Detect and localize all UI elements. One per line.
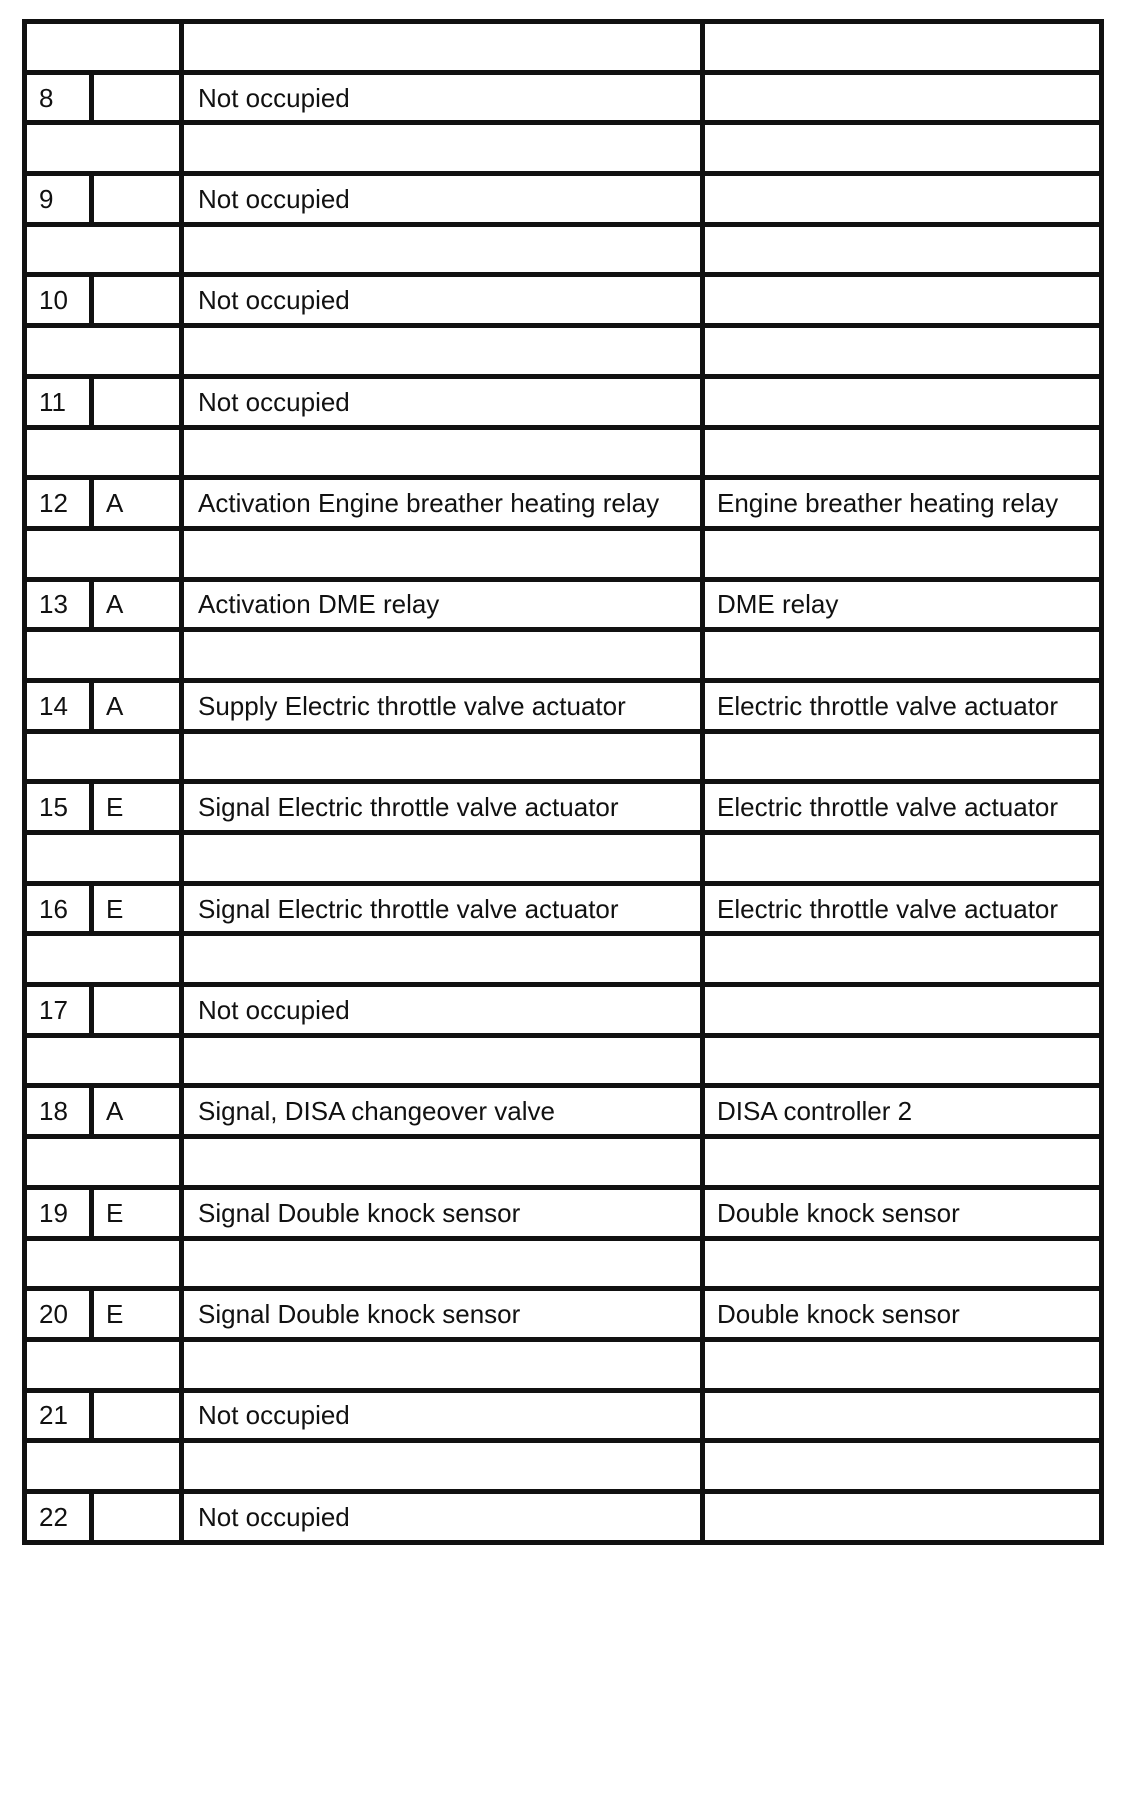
description-cell: Signal Double knock sensor — [182, 1187, 703, 1238]
component-cell: Electric throttle valve actuator — [703, 782, 1102, 833]
spacer-cell — [703, 1238, 1102, 1289]
spacer-row — [25, 934, 1102, 985]
spacer-cell — [25, 427, 182, 478]
spacer-cell — [25, 1441, 182, 1492]
signal-type-cell — [92, 72, 182, 123]
description-cell: Supply Electric throttle valve actuator — [182, 680, 703, 731]
pin-cell: 11 — [25, 376, 92, 427]
spacer-cell — [703, 22, 1102, 73]
component-cell: DME relay — [703, 579, 1102, 630]
spacer-cell — [703, 1441, 1102, 1492]
signal-type-cell: A — [92, 478, 182, 529]
component-cell — [703, 1390, 1102, 1441]
description-cell: Not occupied — [182, 275, 703, 326]
component-cell — [703, 985, 1102, 1036]
signal-type-cell — [92, 275, 182, 326]
component-cell: Electric throttle valve actuator — [703, 680, 1102, 731]
pin-cell: 16 — [25, 883, 92, 934]
spacer-row — [25, 1441, 1102, 1492]
description-cell: Signal Double knock sensor — [182, 1289, 703, 1340]
description-cell: Not occupied — [182, 1491, 703, 1542]
pin-cell: 19 — [25, 1187, 92, 1238]
spacer-row — [25, 22, 1102, 73]
signal-type-cell: E — [92, 1187, 182, 1238]
table-row — [25, 478, 1102, 529]
component-cell — [703, 72, 1102, 123]
pin-cell: 9 — [25, 174, 92, 225]
spacer-cell — [182, 528, 703, 579]
spacer-cell — [182, 123, 703, 174]
spacer-cell — [182, 1339, 703, 1390]
spacer-cell — [25, 123, 182, 174]
spacer-cell — [182, 833, 703, 884]
spacer-cell — [25, 224, 182, 275]
table-row — [25, 72, 1102, 123]
signal-type-cell: E — [92, 883, 182, 934]
component-cell — [703, 275, 1102, 326]
spacer-row — [25, 1035, 1102, 1086]
spacer-cell — [25, 528, 182, 579]
table-row — [25, 275, 1102, 326]
spacer-cell — [703, 1137, 1102, 1188]
spacer-row — [25, 224, 1102, 275]
table-row — [25, 376, 1102, 427]
spacer-cell — [182, 630, 703, 681]
description-cell: Signal Electric throttle valve actuator — [182, 883, 703, 934]
pin-cell: 8 — [25, 72, 92, 123]
component-cell: Engine breather heating relay — [703, 478, 1102, 529]
spacer-cell — [25, 833, 182, 884]
table-row — [25, 680, 1102, 731]
description-cell: Signal Electric throttle valve actuator — [182, 782, 703, 833]
spacer-row — [25, 427, 1102, 478]
spacer-row — [25, 1339, 1102, 1390]
pin-assignment-table — [22, 19, 1104, 1545]
component-cell — [703, 174, 1102, 225]
spacer-row — [25, 731, 1102, 782]
spacer-cell — [703, 224, 1102, 275]
spacer-cell — [25, 731, 182, 782]
pin-cell: 18 — [25, 1086, 92, 1137]
spacer-cell — [703, 427, 1102, 478]
component-cell: DISA controller 2 — [703, 1086, 1102, 1137]
pin-cell: 12 — [25, 478, 92, 529]
spacer-cell — [182, 22, 703, 73]
description-cell: Not occupied — [182, 1390, 703, 1441]
component-cell: Double knock sensor — [703, 1187, 1102, 1238]
signal-type-cell — [92, 376, 182, 427]
spacer-cell — [182, 224, 703, 275]
spacer-row — [25, 326, 1102, 377]
description-cell: Not occupied — [182, 72, 703, 123]
pin-cell: 13 — [25, 579, 92, 630]
spacer-cell — [703, 1035, 1102, 1086]
table-row — [25, 1187, 1102, 1238]
signal-type-cell — [92, 174, 182, 225]
description-cell: Activation DME relay — [182, 579, 703, 630]
pin-table-body — [25, 22, 1102, 1543]
spacer-cell — [182, 1441, 703, 1492]
spacer-cell — [25, 326, 182, 377]
spacer-cell — [182, 1035, 703, 1086]
spacer-cell — [25, 1137, 182, 1188]
pin-cell: 22 — [25, 1491, 92, 1542]
spacer-cell — [703, 630, 1102, 681]
description-cell: Signal, DISA changeover valve — [182, 1086, 703, 1137]
description-cell: Not occupied — [182, 376, 703, 427]
table-row — [25, 1390, 1102, 1441]
pin-cell: 15 — [25, 782, 92, 833]
component-cell: Electric throttle valve actuator — [703, 883, 1102, 934]
spacer-cell — [703, 1339, 1102, 1390]
pin-cell: 10 — [25, 275, 92, 326]
component-cell — [703, 376, 1102, 427]
spacer-cell — [703, 833, 1102, 884]
spacer-cell — [703, 326, 1102, 377]
signal-type-cell: A — [92, 579, 182, 630]
description-cell: Not occupied — [182, 174, 703, 225]
spacer-cell — [182, 934, 703, 985]
spacer-cell — [703, 123, 1102, 174]
spacer-cell — [25, 1238, 182, 1289]
pin-cell: 14 — [25, 680, 92, 731]
component-cell: Double knock sensor — [703, 1289, 1102, 1340]
spacer-cell — [703, 934, 1102, 985]
description-cell: Activation Engine breather heating relay — [182, 478, 703, 529]
spacer-cell — [182, 427, 703, 478]
signal-type-cell — [92, 1491, 182, 1542]
spacer-row — [25, 833, 1102, 884]
table-row — [25, 1289, 1102, 1340]
table-row — [25, 1086, 1102, 1137]
table-row — [25, 985, 1102, 1036]
spacer-row — [25, 123, 1102, 174]
spacer-cell — [182, 1137, 703, 1188]
spacer-row — [25, 528, 1102, 579]
signal-type-cell: E — [92, 1289, 182, 1340]
signal-type-cell: A — [92, 680, 182, 731]
table-row — [25, 782, 1102, 833]
spacer-row — [25, 1238, 1102, 1289]
table-row — [25, 174, 1102, 225]
spacer-cell — [182, 1238, 703, 1289]
table-row — [25, 883, 1102, 934]
signal-type-cell: E — [92, 782, 182, 833]
description-cell: Not occupied — [182, 985, 703, 1036]
spacer-cell — [25, 1035, 182, 1086]
signal-type-cell: A — [92, 1086, 182, 1137]
table-row — [25, 1491, 1102, 1542]
spacer-cell — [182, 731, 703, 782]
spacer-row — [25, 630, 1102, 681]
pin-cell: 20 — [25, 1289, 92, 1340]
spacer-cell — [25, 1339, 182, 1390]
pin-cell: 17 — [25, 985, 92, 1036]
component-cell — [703, 1491, 1102, 1542]
signal-type-cell — [92, 985, 182, 1036]
spacer-row — [25, 1137, 1102, 1188]
spacer-cell — [182, 326, 703, 377]
spacer-cell — [25, 22, 182, 73]
spacer-cell — [703, 528, 1102, 579]
spacer-cell — [25, 630, 182, 681]
pin-cell: 21 — [25, 1390, 92, 1441]
signal-type-cell — [92, 1390, 182, 1441]
spacer-cell — [25, 934, 182, 985]
spacer-cell — [703, 731, 1102, 782]
table-row — [25, 579, 1102, 630]
